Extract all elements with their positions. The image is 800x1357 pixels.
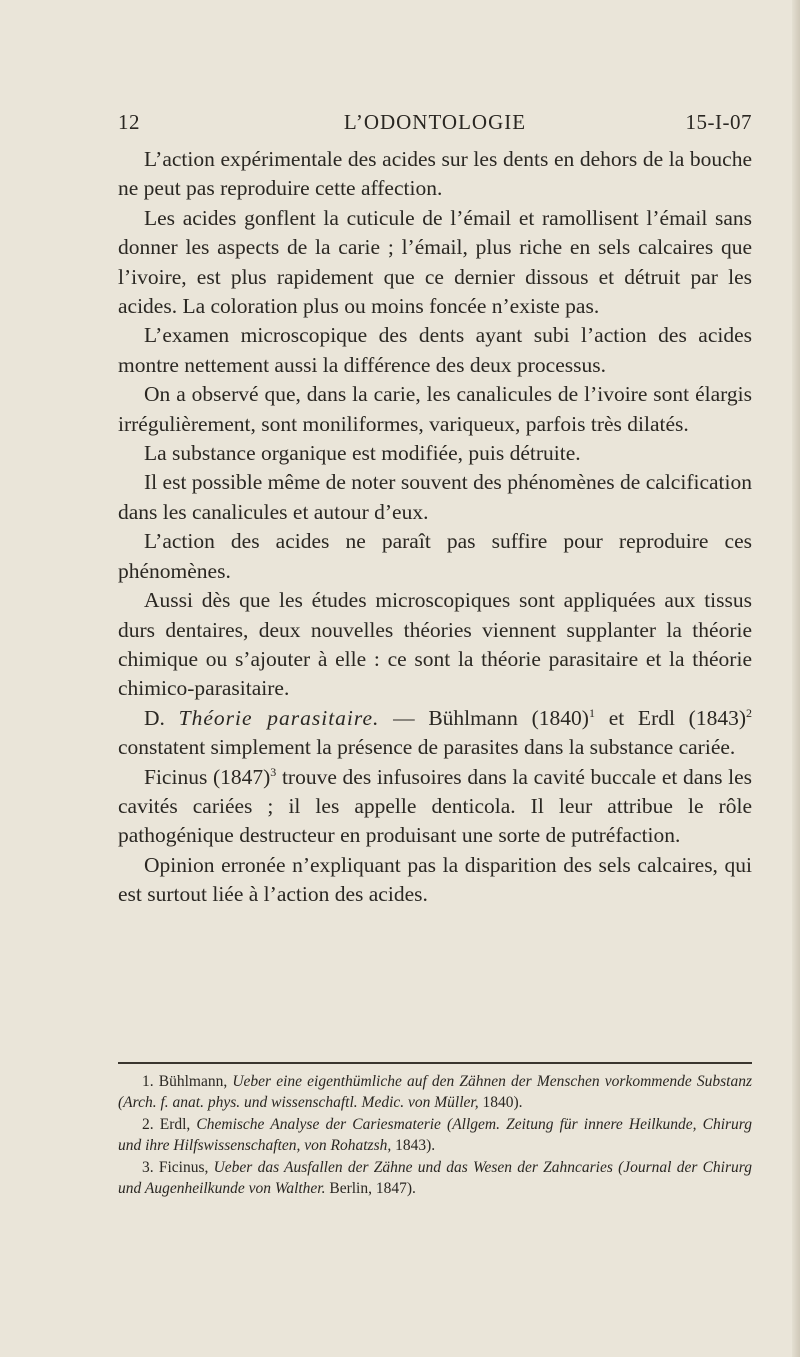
page-number: 12: [118, 110, 140, 134]
footnote: [118, 1114, 752, 1157]
footnote-ref: 1: [588, 705, 595, 720]
paragraph: Aussi dès que les études microscopiques sont appliquées aux tissus durs dentaires, deux nouvelles théories viennent supplanter la théorie chimique ou s’ajouter à elle : ce sont la théorie parasitaire et la théorie chimico-parasitaire.: [118, 588, 752, 701]
page-edge: [792, 0, 800, 1357]
footnote-ref: 2: [746, 705, 752, 720]
running-header: [118, 110, 752, 136]
footnote-rest: 1840).: [478, 1094, 523, 1112]
footnote-rest: Berlin, 1847).: [325, 1180, 416, 1198]
footnote-number: 2.: [142, 1115, 154, 1133]
paragraph: On a observé que, dans la carie, les canalicules de l’ivoire sont élargis irrégulièrement, sont moniliformes, variqueux, parfois très dilatés.: [118, 382, 752, 436]
footnote-title: Ueber das Ausfallen der Zähne und das Wesen der Zahncaries (Journal der Chirurg und Augenheilkunde von Walther.: [118, 1158, 752, 1198]
section-text: constatent simplement la présence de parasites dans la substance cariée.: [118, 735, 736, 760]
footnote-author: Ficinus,: [153, 1158, 214, 1176]
main-text: [118, 145, 752, 910]
ficinus-paragraph: [118, 763, 752, 851]
section-text: — Bühlmann (1840): [379, 705, 589, 730]
running-title: L’ODONTOLOGIE: [343, 110, 527, 134]
paragraph: L’action expérimentale des acides sur les dents en dehors de la bouche ne peut pas reproduire cette affection.: [118, 147, 752, 201]
footnote: [118, 1071, 752, 1114]
footnote-author: Bühlmann,: [153, 1073, 233, 1090]
paragraph-text: Ficinus (1847): [144, 764, 271, 789]
section-label: D.: [144, 705, 165, 730]
issue-date: 15-I-07: [685, 110, 752, 134]
paragraph: Les acides gonflent la cuticule de l’émail et ramollisent l’émail sans donner les aspects de la carie ; l’émail, plus riche en sels calcaires que l’ivoire, est plus rapidement que ce dernier dissous et détruit par les acides. La coloration plus ou moins foncée n’existe pas.: [118, 205, 752, 319]
paragraph-text: trouve des infusoires dans la cavité buccale et dans les cavités cariées ; il les appelle denticola. Il leur attribue le rôle pathogénique destructeur en produisant une sorte de putréfaction.: [118, 764, 752, 848]
footnotes: [118, 1071, 752, 1199]
paragraph: L’examen microscopique des dents ayant subi l’action des acides montre nettement aussi la différence des deux processus.: [118, 323, 752, 377]
footnote-author: Erdl,: [153, 1115, 197, 1133]
footnote: [118, 1157, 752, 1200]
footnote-number: 3.: [142, 1158, 154, 1176]
footnote-ref: 3: [270, 764, 277, 779]
paragraph: La substance organique est modifiée, puis détruite.: [144, 441, 581, 466]
paragraph: L’action des acides ne paraît pas suffire pour reproduire ces phénomènes.: [118, 529, 752, 583]
footnote-title: Ueber eine eigenthümliche auf den Zähnen der Menschen vorkommende Substanz (Arch. f. anat. phys. und wissenschaftl. Medic. von Müller,: [118, 1073, 752, 1112]
footnote-rest: 1843).: [391, 1137, 436, 1155]
footnote-number: 1.: [142, 1073, 154, 1090]
footnote-title: Chemische Analyse der Cariesmaterie (Allgem. Zeitung für innere Heilkunde, Chirurg und ihre Hilfswissenschaften, von Rohatzsh,: [118, 1115, 752, 1155]
footnote-divider: [118, 1062, 752, 1064]
section-text: et Erdl (1843): [594, 705, 746, 730]
section-heading: Théorie parasitaire.: [178, 705, 380, 730]
section-d-paragraph: [118, 704, 752, 763]
closing-paragraph: Opinion erronée n’expliquant pas la disparition des sels calcaires, qui est surtout liée à l’action des acides.: [118, 852, 752, 907]
paragraph: Il est possible même de noter souvent des phénomènes de calcification dans les canalicules et autour d’eux.: [118, 470, 752, 524]
